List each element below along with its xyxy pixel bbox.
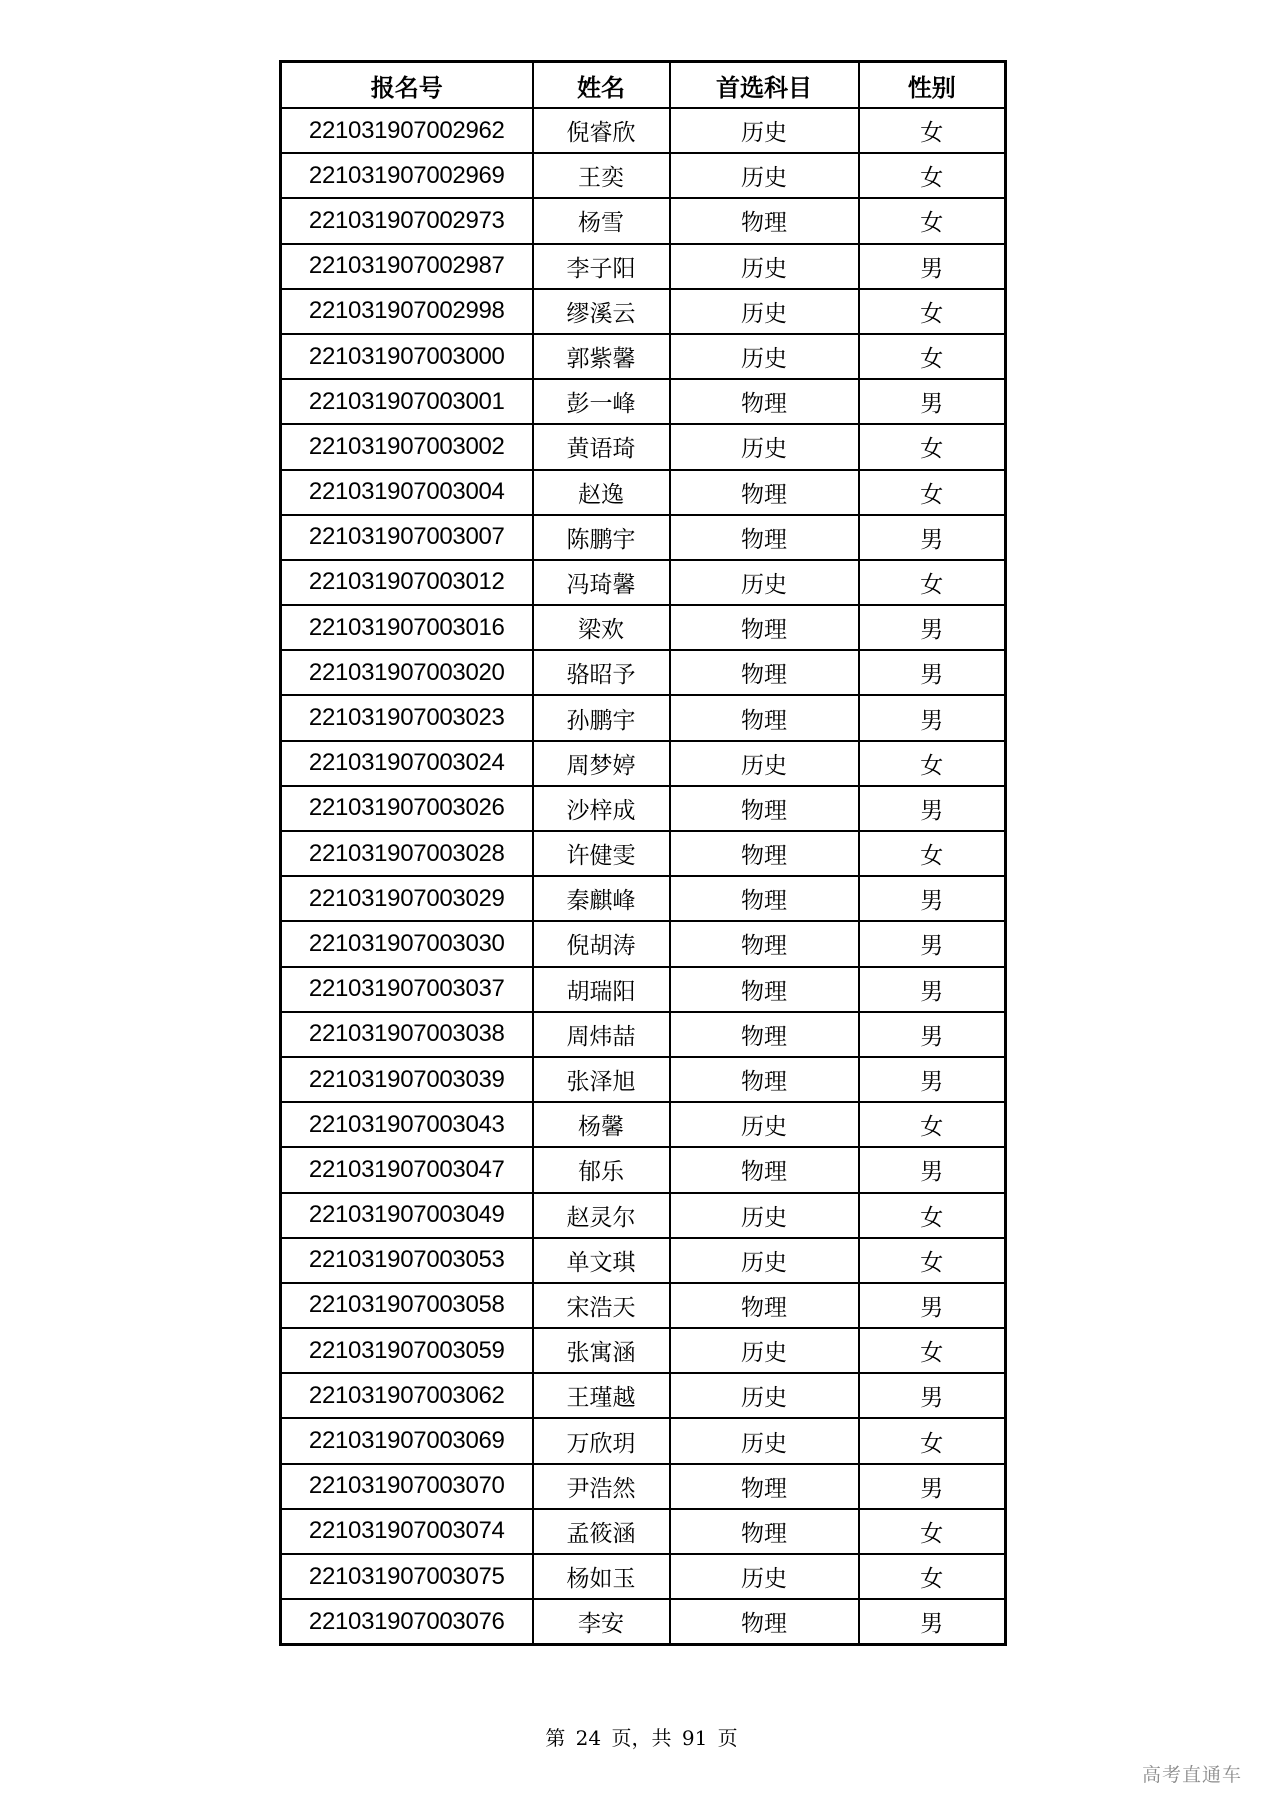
name-cell: 万欣玥 xyxy=(533,1418,670,1463)
primary-subject-cell: 历史 xyxy=(670,424,859,469)
registration-number-cell: 221031907003026 xyxy=(281,786,533,831)
name-cell: 秦麒峰 xyxy=(533,876,670,921)
name-cell: 单文琪 xyxy=(533,1238,670,1283)
primary-subject-cell: 物理 xyxy=(670,1464,859,1509)
table-row xyxy=(281,605,1006,650)
primary-subject-cell: 物理 xyxy=(670,198,859,243)
gender-cell: 男 xyxy=(859,695,1006,740)
table-row xyxy=(281,153,1006,198)
registration-number-cell: 221031907003058 xyxy=(281,1283,533,1328)
primary-subject-cell: 物理 xyxy=(670,695,859,740)
gender-cell: 男 xyxy=(859,1147,1006,1192)
name-cell: 李安 xyxy=(533,1599,670,1645)
header-primary-subject: 首选科目 xyxy=(670,62,859,109)
table-row xyxy=(281,1599,1006,1645)
primary-subject-cell: 物理 xyxy=(670,379,859,424)
registration-number-cell: 221031907003029 xyxy=(281,876,533,921)
primary-subject-cell: 物理 xyxy=(670,1147,859,1192)
gender-cell: 女 xyxy=(859,289,1006,334)
registration-number-cell: 221031907002987 xyxy=(281,244,533,289)
registration-number-cell: 221031907002962 xyxy=(281,108,533,153)
table-row xyxy=(281,831,1006,876)
primary-subject-cell: 物理 xyxy=(670,470,859,515)
registration-number-cell: 221031907002998 xyxy=(281,289,533,334)
table-row xyxy=(281,1147,1006,1192)
registration-number-cell: 221031907003059 xyxy=(281,1328,533,1373)
table-row xyxy=(281,1328,1006,1373)
table-row xyxy=(281,515,1006,560)
registration-number-cell: 221031907003053 xyxy=(281,1238,533,1283)
primary-subject-cell: 历史 xyxy=(670,153,859,198)
registration-number-cell: 221031907003023 xyxy=(281,695,533,740)
table-row xyxy=(281,786,1006,831)
registration-number-cell: 221031907003047 xyxy=(281,1147,533,1192)
registration-number-cell: 221031907003049 xyxy=(281,1193,533,1238)
gender-cell: 女 xyxy=(859,108,1006,153)
gender-cell: 男 xyxy=(859,1012,1006,1057)
table-row xyxy=(281,244,1006,289)
gender-cell: 女 xyxy=(859,1418,1006,1463)
name-cell: 胡瑞阳 xyxy=(533,967,670,1012)
registration-number-cell: 221031907003043 xyxy=(281,1102,533,1147)
table-row xyxy=(281,1554,1006,1599)
primary-subject-cell: 物理 xyxy=(670,605,859,650)
name-cell: 王奕 xyxy=(533,153,670,198)
table-row xyxy=(281,695,1006,740)
page-number: 第 24 页，共 91 页 xyxy=(545,1726,738,1750)
table-row xyxy=(281,1418,1006,1463)
name-cell: 周梦婷 xyxy=(533,741,670,786)
gender-cell: 男 xyxy=(859,1057,1006,1102)
name-cell: 骆昭予 xyxy=(533,650,670,695)
gender-cell: 女 xyxy=(859,1328,1006,1373)
gender-cell: 女 xyxy=(859,1193,1006,1238)
table-row xyxy=(281,424,1006,469)
name-cell: 尹浩然 xyxy=(533,1464,670,1509)
gender-cell: 男 xyxy=(859,605,1006,650)
table-row xyxy=(281,1238,1006,1283)
gender-cell: 男 xyxy=(859,515,1006,560)
gender-cell: 男 xyxy=(859,1599,1006,1645)
name-cell: 孙鹏宇 xyxy=(533,695,670,740)
registration-number-cell: 221031907003039 xyxy=(281,1057,533,1102)
name-cell: 许健雯 xyxy=(533,831,670,876)
table-row xyxy=(281,289,1006,334)
gender-cell: 女 xyxy=(859,741,1006,786)
registration-number-cell: 221031907003016 xyxy=(281,605,533,650)
gender-cell: 女 xyxy=(859,1238,1006,1283)
registration-number-cell: 221031907003002 xyxy=(281,424,533,469)
gender-cell: 女 xyxy=(859,334,1006,379)
registration-number-cell: 221031907003012 xyxy=(281,560,533,605)
gender-cell: 男 xyxy=(859,379,1006,424)
table-row xyxy=(281,560,1006,605)
table-row xyxy=(281,921,1006,966)
primary-subject-cell: 物理 xyxy=(670,1599,859,1645)
primary-subject-cell: 物理 xyxy=(670,1012,859,1057)
name-cell: 郭紫馨 xyxy=(533,334,670,379)
name-cell: 张寓涵 xyxy=(533,1328,670,1373)
table-row xyxy=(281,198,1006,243)
registration-number-cell: 221031907003062 xyxy=(281,1373,533,1418)
registration-number-cell: 221031907003028 xyxy=(281,831,533,876)
gender-cell: 女 xyxy=(859,1509,1006,1554)
gender-cell: 男 xyxy=(859,921,1006,966)
student-roster-table xyxy=(279,60,1007,1646)
name-cell: 倪睿欣 xyxy=(533,108,670,153)
primary-subject-cell: 历史 xyxy=(670,1193,859,1238)
registration-number-cell: 221031907003070 xyxy=(281,1464,533,1509)
gender-cell: 女 xyxy=(859,831,1006,876)
primary-subject-cell: 历史 xyxy=(670,1554,859,1599)
primary-subject-cell: 历史 xyxy=(670,1328,859,1373)
name-cell: 彭一峰 xyxy=(533,379,670,424)
primary-subject-cell: 物理 xyxy=(670,831,859,876)
name-cell: 冯琦馨 xyxy=(533,560,670,605)
name-cell: 陈鹏宇 xyxy=(533,515,670,560)
gender-cell: 男 xyxy=(859,244,1006,289)
name-cell: 张泽旭 xyxy=(533,1057,670,1102)
registration-number-cell: 221031907003069 xyxy=(281,1418,533,1463)
table-row xyxy=(281,967,1006,1012)
gender-cell: 男 xyxy=(859,876,1006,921)
primary-subject-cell: 物理 xyxy=(670,1509,859,1554)
registration-number-cell: 221031907003004 xyxy=(281,470,533,515)
name-cell: 倪胡涛 xyxy=(533,921,670,966)
gender-cell: 男 xyxy=(859,650,1006,695)
registration-number-cell: 221031907003037 xyxy=(281,967,533,1012)
registration-number-cell: 221031907003001 xyxy=(281,379,533,424)
name-cell: 孟筱涵 xyxy=(533,1509,670,1554)
table-row xyxy=(281,379,1006,424)
gender-cell: 女 xyxy=(859,470,1006,515)
gender-cell: 男 xyxy=(859,1464,1006,1509)
name-cell: 周炜喆 xyxy=(533,1012,670,1057)
registration-number-cell: 221031907002973 xyxy=(281,198,533,243)
table-row xyxy=(281,1193,1006,1238)
primary-subject-cell: 物理 xyxy=(670,921,859,966)
gender-cell: 男 xyxy=(859,1283,1006,1328)
primary-subject-cell: 物理 xyxy=(670,786,859,831)
name-cell: 杨馨 xyxy=(533,1102,670,1147)
registration-number-cell: 221031907003007 xyxy=(281,515,533,560)
primary-subject-cell: 物理 xyxy=(670,650,859,695)
primary-subject-cell: 物理 xyxy=(670,967,859,1012)
primary-subject-cell: 物理 xyxy=(670,1057,859,1102)
name-cell: 缪溪云 xyxy=(533,289,670,334)
table-row xyxy=(281,1102,1006,1147)
name-cell: 杨如玉 xyxy=(533,1554,670,1599)
primary-subject-cell: 物理 xyxy=(670,1283,859,1328)
registration-number-cell: 221031907003030 xyxy=(281,921,533,966)
table-row xyxy=(281,1373,1006,1418)
registration-number-cell: 221031907003076 xyxy=(281,1599,533,1645)
registration-number-cell: 221031907003074 xyxy=(281,1509,533,1554)
table-row xyxy=(281,650,1006,695)
primary-subject-cell: 物理 xyxy=(670,876,859,921)
primary-subject-cell: 历史 xyxy=(670,108,859,153)
primary-subject-cell: 历史 xyxy=(670,1238,859,1283)
gender-cell: 女 xyxy=(859,198,1006,243)
registration-number-cell: 221031907003075 xyxy=(281,1554,533,1599)
gender-cell: 女 xyxy=(859,560,1006,605)
table-row xyxy=(281,1012,1006,1057)
gender-cell: 女 xyxy=(859,1102,1006,1147)
table-row xyxy=(281,741,1006,786)
gender-cell: 男 xyxy=(859,1373,1006,1418)
name-cell: 黄语琦 xyxy=(533,424,670,469)
gender-cell: 男 xyxy=(859,786,1006,831)
name-cell: 王瑾越 xyxy=(533,1373,670,1418)
registration-number-cell: 221031907003024 xyxy=(281,741,533,786)
registration-number-cell: 221031907003038 xyxy=(281,1012,533,1057)
name-cell: 宋浩天 xyxy=(533,1283,670,1328)
primary-subject-cell: 历史 xyxy=(670,1373,859,1418)
gender-cell: 女 xyxy=(859,153,1006,198)
header-name: 姓名 xyxy=(533,62,670,109)
registration-number-cell: 221031907003020 xyxy=(281,650,533,695)
primary-subject-cell: 历史 xyxy=(670,741,859,786)
table-row xyxy=(281,876,1006,921)
primary-subject-cell: 历史 xyxy=(670,244,859,289)
name-cell: 李子阳 xyxy=(533,244,670,289)
name-cell: 梁欢 xyxy=(533,605,670,650)
table-header-row xyxy=(281,62,1006,109)
header-gender: 性别 xyxy=(859,62,1006,109)
name-cell: 杨雪 xyxy=(533,198,670,243)
table-row xyxy=(281,1509,1006,1554)
primary-subject-cell: 历史 xyxy=(670,560,859,605)
gender-cell: 女 xyxy=(859,424,1006,469)
name-cell: 赵灵尔 xyxy=(533,1193,670,1238)
header-registration-number: 报名号 xyxy=(281,62,533,109)
gender-cell: 男 xyxy=(859,967,1006,1012)
table-row xyxy=(281,1283,1006,1328)
table-row xyxy=(281,334,1006,379)
table-row xyxy=(281,108,1006,153)
primary-subject-cell: 历史 xyxy=(670,289,859,334)
name-cell: 郁乐 xyxy=(533,1147,670,1192)
table-row xyxy=(281,470,1006,515)
watermark-text: 高考直通车 xyxy=(1142,1764,1243,1786)
primary-subject-cell: 历史 xyxy=(670,1418,859,1463)
table-body xyxy=(281,108,1006,1645)
table-row xyxy=(281,1057,1006,1102)
gender-cell: 女 xyxy=(859,1554,1006,1599)
primary-subject-cell: 物理 xyxy=(670,515,859,560)
registration-number-cell: 221031907002969 xyxy=(281,153,533,198)
table-row xyxy=(281,1464,1006,1509)
primary-subject-cell: 历史 xyxy=(670,334,859,379)
name-cell: 赵逸 xyxy=(533,470,670,515)
primary-subject-cell: 历史 xyxy=(670,1102,859,1147)
name-cell: 沙梓成 xyxy=(533,786,670,831)
registration-number-cell: 221031907003000 xyxy=(281,334,533,379)
